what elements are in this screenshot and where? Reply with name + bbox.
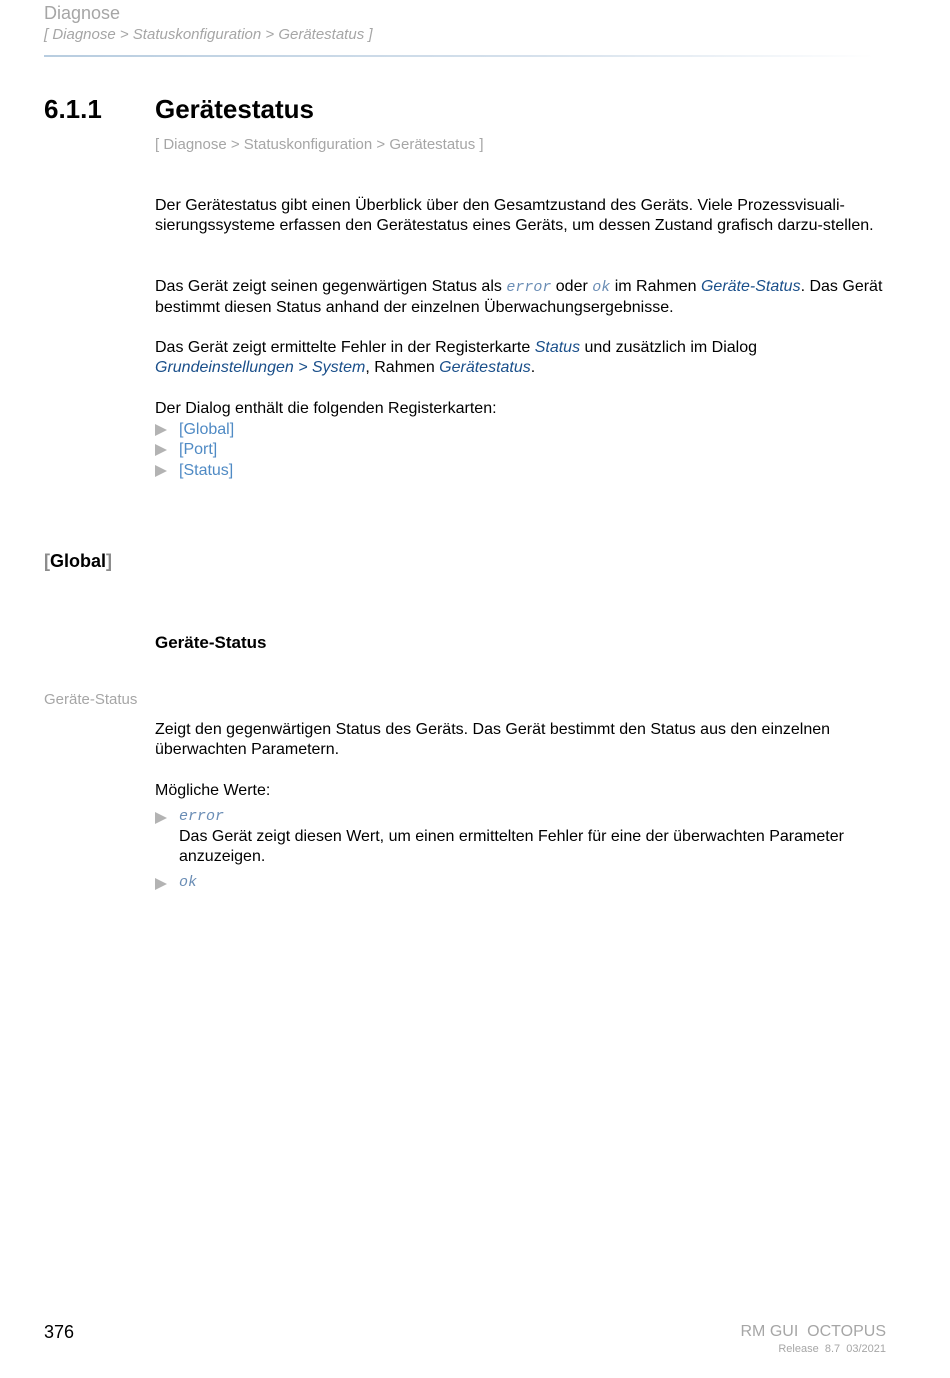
text-run: . (530, 359, 536, 377)
text-run: oder (551, 278, 593, 295)
bracket: ] (106, 551, 113, 571)
text-run: und zusätzlich im Dialog (580, 339, 758, 356)
text-run: Das Gerät zeigt ermittelte Fehler in der Registerkarte (155, 339, 535, 356)
running-header-title: Diagnose (44, 3, 121, 23)
bullet-triangle-icon (155, 812, 167, 824)
value-name: ok (179, 874, 198, 891)
section-number: 6.1.1 (44, 94, 102, 124)
intro-paragraph-3 (155, 338, 895, 379)
ui-ref-status-tab: Status (534, 339, 581, 356)
possible-values-label: Mögliche Werte: (155, 782, 271, 799)
tab-link-status[interactable]: [Status] (179, 461, 234, 479)
list-item (155, 461, 234, 481)
bullet-triangle-icon (155, 465, 167, 477)
intro-paragraph-2 (155, 277, 895, 319)
tab-link-global[interactable]: [Global] (179, 421, 235, 438)
running-header-breadcrumb: [ Diagnose > Statuskonfiguration > Gerätestatus ] (44, 26, 373, 43)
value-ok-ref: ok (592, 279, 611, 296)
parameter-description: Zeigt den gegenwärtigen Status des Geräts. Das Gerät bestimmt den Status aus den einzelnen überwachten Parametern. (155, 721, 831, 759)
parameter-margin-label: Geräte-Status (44, 691, 138, 708)
value-name: error (179, 808, 225, 825)
footer-product: RM GUI OCTOPUS (740, 1323, 886, 1340)
intro-paragraph-1: Der Gerätestatus gibt einen Überblick über den Gesamtzustand des Geräts. Viele Prozessvisuali-sierungssysteme erfassen den Gerätestatus eines Geräts, um dessen Zustand grafisch darzu-stellen. (155, 197, 874, 235)
page-number: 376 (44, 1322, 75, 1342)
list-item (155, 440, 234, 460)
text-run: , Rahmen (365, 359, 440, 377)
tab-link-port[interactable]: [Port] (179, 441, 218, 459)
ui-ref-grundeinstellungen-system: Grundeinstellungen > System (155, 359, 366, 377)
section-breadcrumb: [ Diagnose > Statuskonfiguration > Gerätestatus ] (155, 136, 484, 153)
intro-paragraph-4: Der Dialog enthält die folgenden Registerkarten: (155, 400, 497, 417)
bullet-triangle-icon (155, 878, 167, 890)
footer-release: Release 8.7 03/2021 (778, 1343, 886, 1355)
value-description: Das Gerät zeigt diesen Wert, um einen ermittelten Fehler für eine der überwachten Parameter anzuzeigen. (179, 828, 844, 866)
global-tab-heading (44, 551, 112, 572)
text-run: . Das Gerät bestimmt diesen Status anhand der einzelnen Überwachungsergebnisse. (155, 278, 883, 317)
bullet-triangle-icon (155, 444, 167, 456)
frame-heading-geraete-status: Geräte-Status (155, 633, 267, 652)
tab-link-list (155, 420, 234, 481)
bullet-triangle-icon (155, 424, 167, 436)
text-run: Das Gerät zeigt seinen gegenwärtigen Status als (155, 278, 507, 295)
bracket: [ (44, 551, 50, 571)
global-heading-text: Global (50, 551, 107, 571)
section-title: Gerätestatus (155, 94, 314, 124)
list-item (155, 420, 234, 440)
header-divider (44, 55, 874, 57)
value-error-ref: error (506, 279, 552, 296)
ui-ref-geraete-status: Geräte-Status (700, 278, 801, 295)
text-run: im Rahmen (610, 278, 701, 295)
ui-ref-geraetestatus: Gerätestatus (439, 359, 531, 377)
